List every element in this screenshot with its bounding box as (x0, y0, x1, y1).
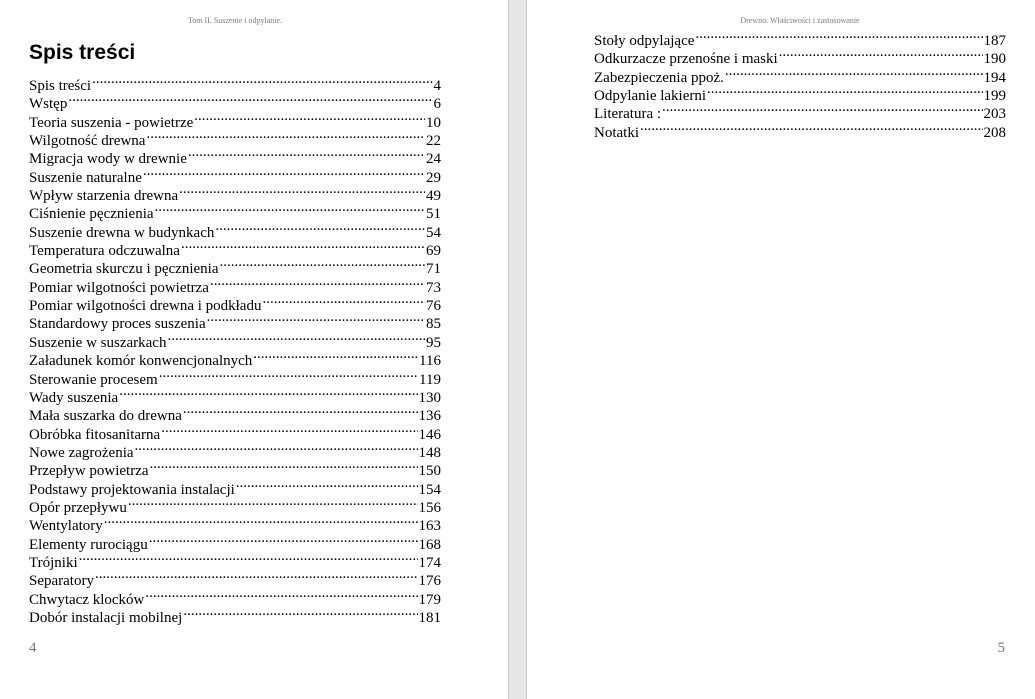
toc-dot-leader (128, 494, 418, 512)
toc-entry-label: Dobór instalacji mobilnej (29, 609, 183, 626)
toc-dot-leader (159, 366, 418, 384)
toc-entry-label: Standardowy proces suszenia (29, 316, 206, 333)
toc-entry-label: Odpylanie lakierni (594, 88, 707, 105)
toc-dot-leader (236, 476, 418, 494)
toc-dot-leader (188, 145, 425, 163)
toc-entry-page: 22 (426, 133, 441, 150)
right-page-number: 5 (997, 640, 1005, 656)
toc-entry-label: Suszenie drewna w budynkach (29, 224, 215, 241)
toc-dot-leader (181, 237, 425, 255)
toc-entry-page: 85 (426, 316, 441, 333)
toc-entry-page: 148 (418, 444, 441, 461)
toc-dot-leader (183, 604, 417, 622)
toc-entry[interactable] (29, 72, 441, 94)
toc-dot-leader (262, 292, 425, 310)
toc-dot-leader (146, 127, 425, 145)
toc-entry-page: 163 (418, 518, 441, 535)
toc-entry-page: 95 (426, 334, 441, 351)
toc-dot-leader (167, 329, 425, 347)
toc-entry-label: Podstawy projektowania instalacji (29, 481, 235, 498)
toc-entry-label: Przepływ powietrza (29, 463, 149, 480)
toc-dot-leader (707, 82, 982, 100)
toc-dot-leader (149, 531, 418, 549)
toc-dot-leader (695, 27, 982, 45)
toc-entry-label: Wentylatory (29, 518, 103, 535)
toc-dot-leader (725, 64, 983, 82)
toc-entry-label: Obróbka fitosanitarna (29, 426, 161, 443)
toc-dot-leader (220, 255, 426, 273)
toc-entry-page: 51 (426, 206, 441, 223)
toc-dot-leader (79, 549, 418, 567)
right-page (527, 0, 1035, 699)
toc-dot-leader (68, 90, 432, 108)
toc-entry-label: Wilgotność drewna (29, 133, 146, 150)
toc-dot-leader (95, 567, 418, 585)
toc-entry-label: Pomiar wilgotności drewna i podkładu (29, 298, 262, 315)
toc-entry-page: 150 (418, 463, 441, 480)
toc-entry-label: Notatki (594, 124, 639, 141)
left-page (0, 0, 508, 699)
toc-entry-label: Elementy rurociągu (29, 536, 148, 553)
toc-entry-page: 130 (418, 389, 441, 406)
toc-dot-leader (145, 586, 417, 604)
toc-dot-leader (161, 421, 417, 439)
toc-dot-leader (640, 119, 983, 137)
toc-dot-leader (179, 182, 425, 200)
toc-entry-label: Załadunek komór konwencjonalnych (29, 353, 253, 370)
toc-entry-label: Opór przepływu (29, 499, 127, 516)
toc-entry-page: 29 (426, 169, 441, 186)
toc-entry-page: 168 (418, 536, 441, 553)
toc-entry-label: Zabezpieczenia ppoż. (594, 69, 724, 86)
toc-entry-label: Suszenie w suszarkach (29, 334, 167, 351)
toc-entry-page: 199 (983, 88, 1006, 105)
toc-entry-label: Odkurzacze przenośne i maski (594, 51, 778, 68)
toc-entry-page: 136 (418, 408, 441, 425)
toc-dot-leader (194, 109, 425, 127)
toc-entry-page: 54 (426, 224, 441, 241)
toc-entry-page: 4 (433, 78, 441, 94)
toc-dot-leader (253, 347, 418, 365)
toc-entry-page: 187 (983, 33, 1006, 49)
toc-dot-leader (183, 402, 418, 420)
toc-entry-page: 203 (983, 106, 1006, 123)
toc-entry-page: 154 (418, 481, 441, 498)
toc-entry-label: Ciśnienie pęcznienia (29, 206, 154, 223)
toc-entry-label: Wstęp (29, 96, 68, 113)
toc-dot-leader (119, 384, 417, 402)
toc-entry[interactable] (29, 549, 441, 571)
toc-entry-page: 10 (426, 114, 441, 131)
toc-entry-page: 181 (418, 609, 441, 626)
toc-entry-label: Wady suszenia (29, 389, 119, 406)
toc-entry-label: Nowe zagrożenia (29, 444, 134, 461)
toc-entry-page: 119 (419, 371, 441, 388)
toc-entry-page: 69 (426, 243, 441, 260)
toc-entry-label: Pomiar wilgotności powietrza (29, 279, 209, 296)
toc-entry-label: Geometria skurczu i pęcznienia (29, 261, 219, 278)
toc-entry-page: 146 (418, 426, 441, 443)
toc-entry-page: 76 (426, 298, 441, 315)
toc-entry-label: Migracja wody w drewnie (29, 151, 187, 168)
toc-entry-label: Stoły odpylające (594, 33, 695, 49)
toc-dot-leader (150, 457, 418, 475)
toc-entry[interactable] (594, 27, 1006, 49)
toc-entry-label: Wpływ starzenia drewna (29, 188, 179, 205)
toc-entry-label: Spis treści (29, 78, 92, 94)
left-running-header: Tom II. Suszenie i odpylanie. (187, 16, 283, 25)
toc-entry[interactable] (29, 109, 441, 131)
toc-entry-page: 24 (426, 151, 441, 168)
left-page-number: 4 (29, 640, 37, 656)
toc-entry[interactable] (29, 90, 441, 113)
toc-dot-leader (207, 310, 425, 328)
toc-dot-leader (135, 439, 418, 457)
toc-dot-leader (662, 100, 982, 118)
toc-entry-page: 49 (426, 188, 441, 205)
toc-list-left (29, 72, 441, 626)
toc-entry-label: Separatory (29, 573, 94, 590)
toc-entry-label: Mała suszarka do drewna (29, 408, 182, 425)
right-running-header: Drewno. Właściwości i zastosowanie (740, 16, 860, 25)
toc-entry-page: 176 (418, 573, 441, 590)
toc-title: Spis treści (29, 41, 136, 64)
toc-list-right (594, 27, 1006, 141)
toc-dot-leader (779, 45, 983, 63)
toc-entry-page: 190 (983, 51, 1006, 68)
toc-entry[interactable] (594, 119, 1006, 141)
toc-entry-label: Literatura : (594, 106, 662, 123)
toc-entry-page: 174 (418, 554, 441, 571)
toc-entry-label: Teoria suszenia - powietrze (29, 114, 194, 131)
toc-dot-leader (210, 274, 425, 292)
toc-entry-label: Suszenie naturalne (29, 169, 142, 186)
toc-entry-label: Trójniki (29, 554, 78, 571)
toc-entry-page: 208 (983, 124, 1006, 141)
toc-entry-label: Temperatura odczuwalna (29, 243, 180, 260)
toc-dot-leader (143, 164, 425, 182)
toc-entry-page: 116 (419, 353, 441, 370)
toc-entry-page: 179 (418, 591, 441, 608)
toc-entry[interactable] (29, 567, 441, 590)
toc-entry-label: Chwytacz klocków (29, 591, 145, 608)
toc-dot-leader (92, 72, 432, 90)
toc-entry-page: 73 (426, 279, 441, 296)
toc-entry-page: 6 (433, 96, 441, 113)
toc-entry-label: Sterowanie procesem (29, 371, 158, 388)
page-gutter (508, 0, 527, 699)
toc-dot-leader (155, 200, 425, 218)
toc-dot-leader (104, 512, 418, 530)
toc-entry-page: 194 (983, 69, 1006, 86)
toc-entry-page: 156 (418, 499, 441, 516)
toc-entry-page: 71 (426, 261, 441, 278)
toc-dot-leader (215, 219, 425, 237)
